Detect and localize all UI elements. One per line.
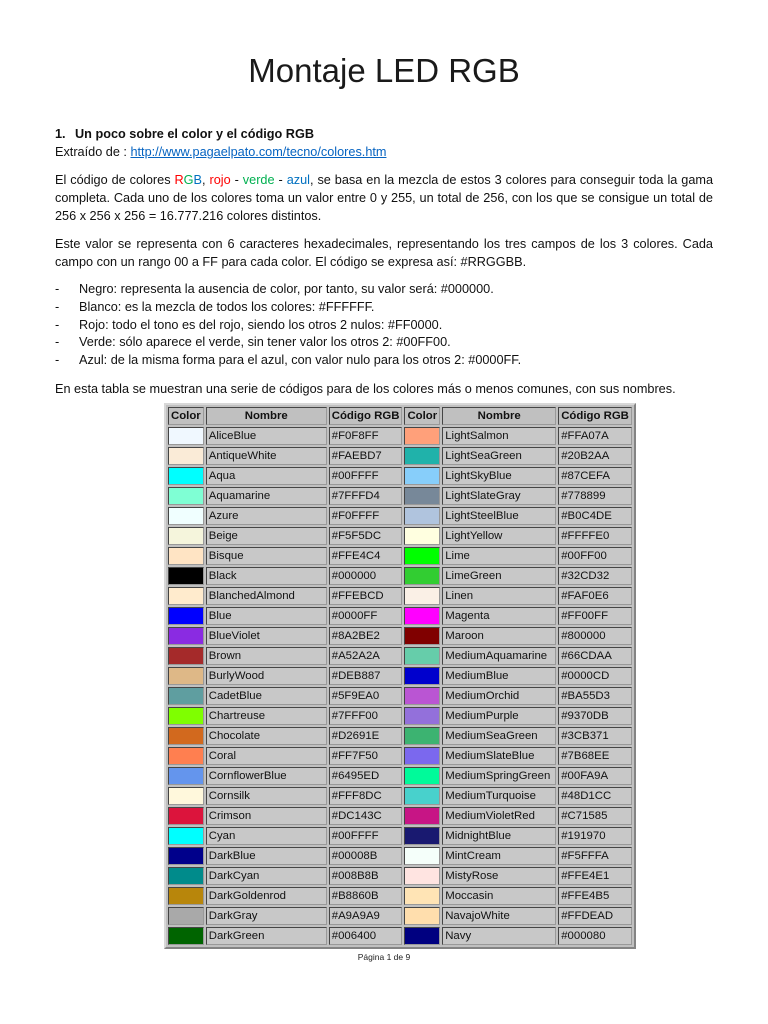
color-swatch — [168, 847, 204, 865]
color-swatch — [168, 507, 204, 525]
color-name: MediumTurquoise — [442, 787, 556, 805]
color-swatch — [168, 447, 204, 465]
color-name: MediumSlateBlue — [442, 747, 556, 765]
table-row — [168, 607, 632, 625]
color-swatch — [404, 427, 440, 445]
color-name: LightSeaGreen — [442, 447, 556, 465]
table-row — [168, 547, 632, 565]
color-name: CadetBlue — [206, 687, 327, 705]
header-color: Color — [404, 407, 440, 425]
header-name: Nombre — [442, 407, 556, 425]
color-name: DarkGray — [206, 907, 327, 925]
header-code: Código RGB — [558, 407, 632, 425]
color-code: #20B2AA — [558, 447, 632, 465]
color-name: AliceBlue — [206, 427, 327, 445]
color-name: Azure — [206, 507, 327, 525]
color-swatch — [404, 687, 440, 705]
para1-sep2: - — [274, 173, 287, 187]
color-name: Blue — [206, 607, 327, 625]
list-item — [55, 281, 713, 299]
color-swatch — [404, 467, 440, 485]
header-color: Color — [168, 407, 204, 425]
table-row — [168, 587, 632, 605]
color-code: #FFF8DC — [329, 787, 403, 805]
color-name: MediumOrchid — [442, 687, 556, 705]
table-row — [168, 847, 632, 865]
letter-b: B — [193, 173, 203, 187]
color-name: DarkBlue — [206, 847, 327, 865]
list-dash: - — [55, 299, 60, 314]
letter-r: R — [174, 173, 184, 187]
color-swatch — [168, 927, 204, 945]
document-body — [55, 125, 713, 398]
color-swatch — [168, 687, 204, 705]
section-heading-text: Un poco sobre el color y el código RGB — [75, 127, 314, 141]
color-code: #5F9EA0 — [329, 687, 403, 705]
color-code: #778899 — [558, 487, 632, 505]
table-row — [168, 467, 632, 485]
color-swatch — [168, 567, 204, 585]
page-title: Montaje LED RGB — [248, 52, 520, 89]
color-swatch — [404, 587, 440, 605]
word-azul: azul — [286, 173, 310, 187]
color-name: MintCream — [442, 847, 556, 865]
color-code: #FFE4E1 — [558, 867, 632, 885]
color-code: #FF00FF — [558, 607, 632, 625]
color-code: #00FFFF — [329, 467, 403, 485]
color-swatch — [168, 907, 204, 925]
color-code: #F0F8FF — [329, 427, 403, 445]
color-code: #FFE4C4 — [329, 547, 403, 565]
table-row — [168, 567, 632, 585]
table-row — [168, 907, 632, 925]
table-row — [168, 647, 632, 665]
color-swatch — [404, 867, 440, 885]
table-header-row — [168, 407, 632, 425]
color-code: #00008B — [329, 847, 403, 865]
color-swatch — [168, 607, 204, 625]
color-name: MediumAquamarine — [442, 647, 556, 665]
paragraph-rgb-intro — [55, 171, 713, 225]
color-name: LightYellow — [442, 527, 556, 545]
list-item — [55, 299, 713, 317]
color-swatch — [168, 807, 204, 825]
list-item — [55, 317, 713, 335]
list-item — [55, 334, 713, 352]
color-swatch — [404, 667, 440, 685]
color-code: #66CDAA — [558, 647, 632, 665]
color-name: Maroon — [442, 627, 556, 645]
source-label: Extraído de : — [55, 145, 127, 159]
table-row — [168, 727, 632, 745]
list-item-text: Blanco: es la mezcla de todos los colores: #FFFFFF. — [79, 299, 375, 314]
color-code: #006400 — [329, 927, 403, 945]
table-row — [168, 887, 632, 905]
color-name: MidnightBlue — [442, 827, 556, 845]
color-code: #008B8B — [329, 867, 403, 885]
color-name: LightSteelBlue — [442, 507, 556, 525]
color-name: MediumSpringGreen — [442, 767, 556, 785]
color-name: Brown — [206, 647, 327, 665]
paragraph-hex: Este valor se representa con 6 caracteres hexadecimales, representando los tres campos de los 3 colores. Cada campo con un rango 00 a FF para cada color. El código se expresa así: #RRGGBB. — [55, 237, 713, 269]
color-swatch — [404, 847, 440, 865]
color-code: #FFA07A — [558, 427, 632, 445]
color-swatch — [168, 647, 204, 665]
header-name: Nombre — [206, 407, 327, 425]
color-name: Black — [206, 567, 327, 585]
color-code-table — [164, 403, 636, 949]
color-code: #0000CD — [558, 667, 632, 685]
color-code: #7B68EE — [558, 747, 632, 765]
color-code: #8A2BE2 — [329, 627, 403, 645]
para1-text-rest: , se basa en la mezcla de estos 3 colores para conseguir toda la gama completa. Cada uno de los colores toma un valor entre 0 y 255, un total de 256, con los que se consigue un total de 256 x 256 x 256 = 16.777.216 colores distintos. — [55, 173, 714, 223]
color-swatch — [168, 547, 204, 565]
color-name: AntiqueWhite — [206, 447, 327, 465]
table-body — [168, 427, 632, 945]
color-examples-list — [55, 281, 713, 370]
color-name: MediumBlue — [442, 667, 556, 685]
table-row — [168, 707, 632, 725]
color-swatch — [168, 767, 204, 785]
word-verde: verde — [242, 173, 275, 187]
header-code: Código RGB — [329, 407, 403, 425]
table-row — [168, 687, 632, 705]
color-name: LightSalmon — [442, 427, 556, 445]
color-swatch — [168, 827, 204, 845]
color-swatch — [404, 447, 440, 465]
color-swatch — [168, 707, 204, 725]
color-code: #7FFFD4 — [329, 487, 403, 505]
list-item-text: Verde: sólo aparece el verde, sin tener valor los otros 2: #00FF00. — [79, 335, 451, 350]
table-row — [168, 747, 632, 765]
para1-sep1: - — [230, 173, 243, 187]
color-swatch — [404, 887, 440, 905]
color-name: LimeGreen — [442, 567, 556, 585]
source-link[interactable]: http://www.pagaelpato.com/tecno/colores.htm — [130, 145, 387, 159]
table-row — [168, 827, 632, 845]
color-name: Linen — [442, 587, 556, 605]
color-swatch — [404, 927, 440, 945]
color-swatch — [168, 887, 204, 905]
list-dash: - — [55, 353, 60, 368]
source-line — [55, 143, 713, 161]
color-code: #F5F5DC — [329, 527, 403, 545]
color-name: NavajoWhite — [442, 907, 556, 925]
color-name: Magenta — [442, 607, 556, 625]
section-number: 1. — [55, 127, 66, 141]
color-name: BlanchedAlmond — [206, 587, 327, 605]
color-name: Navy — [442, 927, 556, 945]
table-row — [168, 527, 632, 545]
word-rojo: rojo — [209, 173, 231, 187]
color-code: #FFFFE0 — [558, 527, 632, 545]
table-row — [168, 787, 632, 805]
color-code: #DEB887 — [329, 667, 403, 685]
color-code: #DC143C — [329, 807, 403, 825]
color-name: BlueViolet — [206, 627, 327, 645]
color-swatch — [404, 787, 440, 805]
color-code: #9370DB — [558, 707, 632, 725]
list-item-text: Negro: representa la ausencia de color, por tanto, su valor será: #000000. — [79, 282, 494, 296]
color-swatch — [168, 787, 204, 805]
color-swatch — [168, 627, 204, 645]
para1-text-start: El código de colores — [55, 173, 175, 187]
color-name: Bisque — [206, 547, 327, 565]
color-code: #000080 — [558, 927, 632, 945]
color-swatch — [404, 807, 440, 825]
color-code: #00FA9A — [558, 767, 632, 785]
color-name: DarkCyan — [206, 867, 327, 885]
color-name: MistyRose — [442, 867, 556, 885]
color-code: #00FF00 — [558, 547, 632, 565]
color-swatch — [404, 547, 440, 565]
color-code: #000000 — [329, 567, 403, 585]
color-name: DarkGreen — [206, 927, 327, 945]
color-code: #F0FFFF — [329, 507, 403, 525]
color-swatch — [168, 867, 204, 885]
color-name: Coral — [206, 747, 327, 765]
color-swatch — [168, 587, 204, 605]
color-swatch — [404, 507, 440, 525]
section-heading — [55, 125, 713, 143]
table-row — [168, 867, 632, 885]
table-row — [168, 627, 632, 645]
color-swatch — [168, 747, 204, 765]
color-swatch — [404, 487, 440, 505]
table-intro: En esta tabla se muestran una serie de códigos para de los colores más o menos comunes, con sus nombres. — [55, 381, 676, 396]
color-code: #191970 — [558, 827, 632, 845]
color-code: #A52A2A — [329, 647, 403, 665]
color-name: Chartreuse — [206, 707, 327, 725]
letter-g: G — [183, 173, 194, 187]
color-code: #0000FF — [329, 607, 403, 625]
color-code: #F5FFFA — [558, 847, 632, 865]
color-code: #3CB371 — [558, 727, 632, 745]
color-code: #B8860B — [329, 887, 403, 905]
page-footer: Página 1 de 9 — [357, 952, 411, 962]
color-name: CornflowerBlue — [206, 767, 327, 785]
list-dash: - — [55, 317, 60, 332]
color-code: #FAF0E6 — [558, 587, 632, 605]
color-name: Cyan — [206, 827, 327, 845]
color-name: MediumVioletRed — [442, 807, 556, 825]
color-code: #D2691E — [329, 727, 403, 745]
color-name: Crimson — [206, 807, 327, 825]
color-name: LightSlateGray — [442, 487, 556, 505]
color-swatch — [168, 727, 204, 745]
color-name: MediumPurple — [442, 707, 556, 725]
table-row — [168, 447, 632, 465]
color-name: Aquamarine — [206, 487, 327, 505]
color-swatch — [168, 527, 204, 545]
color-code: #FF7F50 — [329, 747, 403, 765]
table-row — [168, 927, 632, 945]
color-swatch — [404, 827, 440, 845]
color-code: #FAEBD7 — [329, 447, 403, 465]
list-item-text: Rojo: todo el tono es del rojo, siendo los otros 2 nulos: #FF0000. — [79, 317, 443, 332]
color-code: #32CD32 — [558, 567, 632, 585]
color-swatch — [404, 907, 440, 925]
table-row — [168, 427, 632, 445]
color-code: #48D1CC — [558, 787, 632, 805]
color-code: #A9A9A9 — [329, 907, 403, 925]
color-name: Chocolate — [206, 727, 327, 745]
color-code: #C71585 — [558, 807, 632, 825]
color-swatch — [168, 667, 204, 685]
list-item-text: Azul: de la misma forma para el azul, con valor nulo para los otros 2: #0000FF. — [79, 353, 522, 368]
color-swatch — [404, 567, 440, 585]
color-code: #7FFF00 — [329, 707, 403, 725]
color-code: #FFE4B5 — [558, 887, 632, 905]
list-item — [55, 352, 713, 370]
color-swatch — [404, 727, 440, 745]
color-swatch — [404, 747, 440, 765]
color-code: #6495ED — [329, 767, 403, 785]
color-swatch — [404, 707, 440, 725]
table-row — [168, 487, 632, 505]
table-row — [168, 767, 632, 785]
color-swatch — [168, 467, 204, 485]
color-name: MediumSeaGreen — [442, 727, 556, 745]
color-code: #FFEBCD — [329, 587, 403, 605]
color-swatch — [168, 427, 204, 445]
color-name: BurlyWood — [206, 667, 327, 685]
color-name: Moccasin — [442, 887, 556, 905]
color-code: #00FFFF — [329, 827, 403, 845]
list-dash: - — [55, 335, 60, 350]
color-code: #BA55D3 — [558, 687, 632, 705]
color-code: #800000 — [558, 627, 632, 645]
color-name: Aqua — [206, 467, 327, 485]
list-dash: - — [55, 282, 60, 296]
color-name: Lime — [442, 547, 556, 565]
color-swatch — [404, 767, 440, 785]
color-code: #87CEFA — [558, 467, 632, 485]
color-swatch — [404, 627, 440, 645]
color-swatch — [404, 647, 440, 665]
table-row — [168, 807, 632, 825]
color-name: Cornsilk — [206, 787, 327, 805]
table-row — [168, 507, 632, 525]
color-swatch — [168, 487, 204, 505]
para1-comma: , — [202, 173, 210, 187]
color-swatch — [404, 527, 440, 545]
color-name: Beige — [206, 527, 327, 545]
color-name: LightSkyBlue — [442, 467, 556, 485]
table-row — [168, 667, 632, 685]
color-code: #FFDEAD — [558, 907, 632, 925]
color-swatch — [404, 607, 440, 625]
color-name: DarkGoldenrod — [206, 887, 327, 905]
color-code: #B0C4DE — [558, 507, 632, 525]
